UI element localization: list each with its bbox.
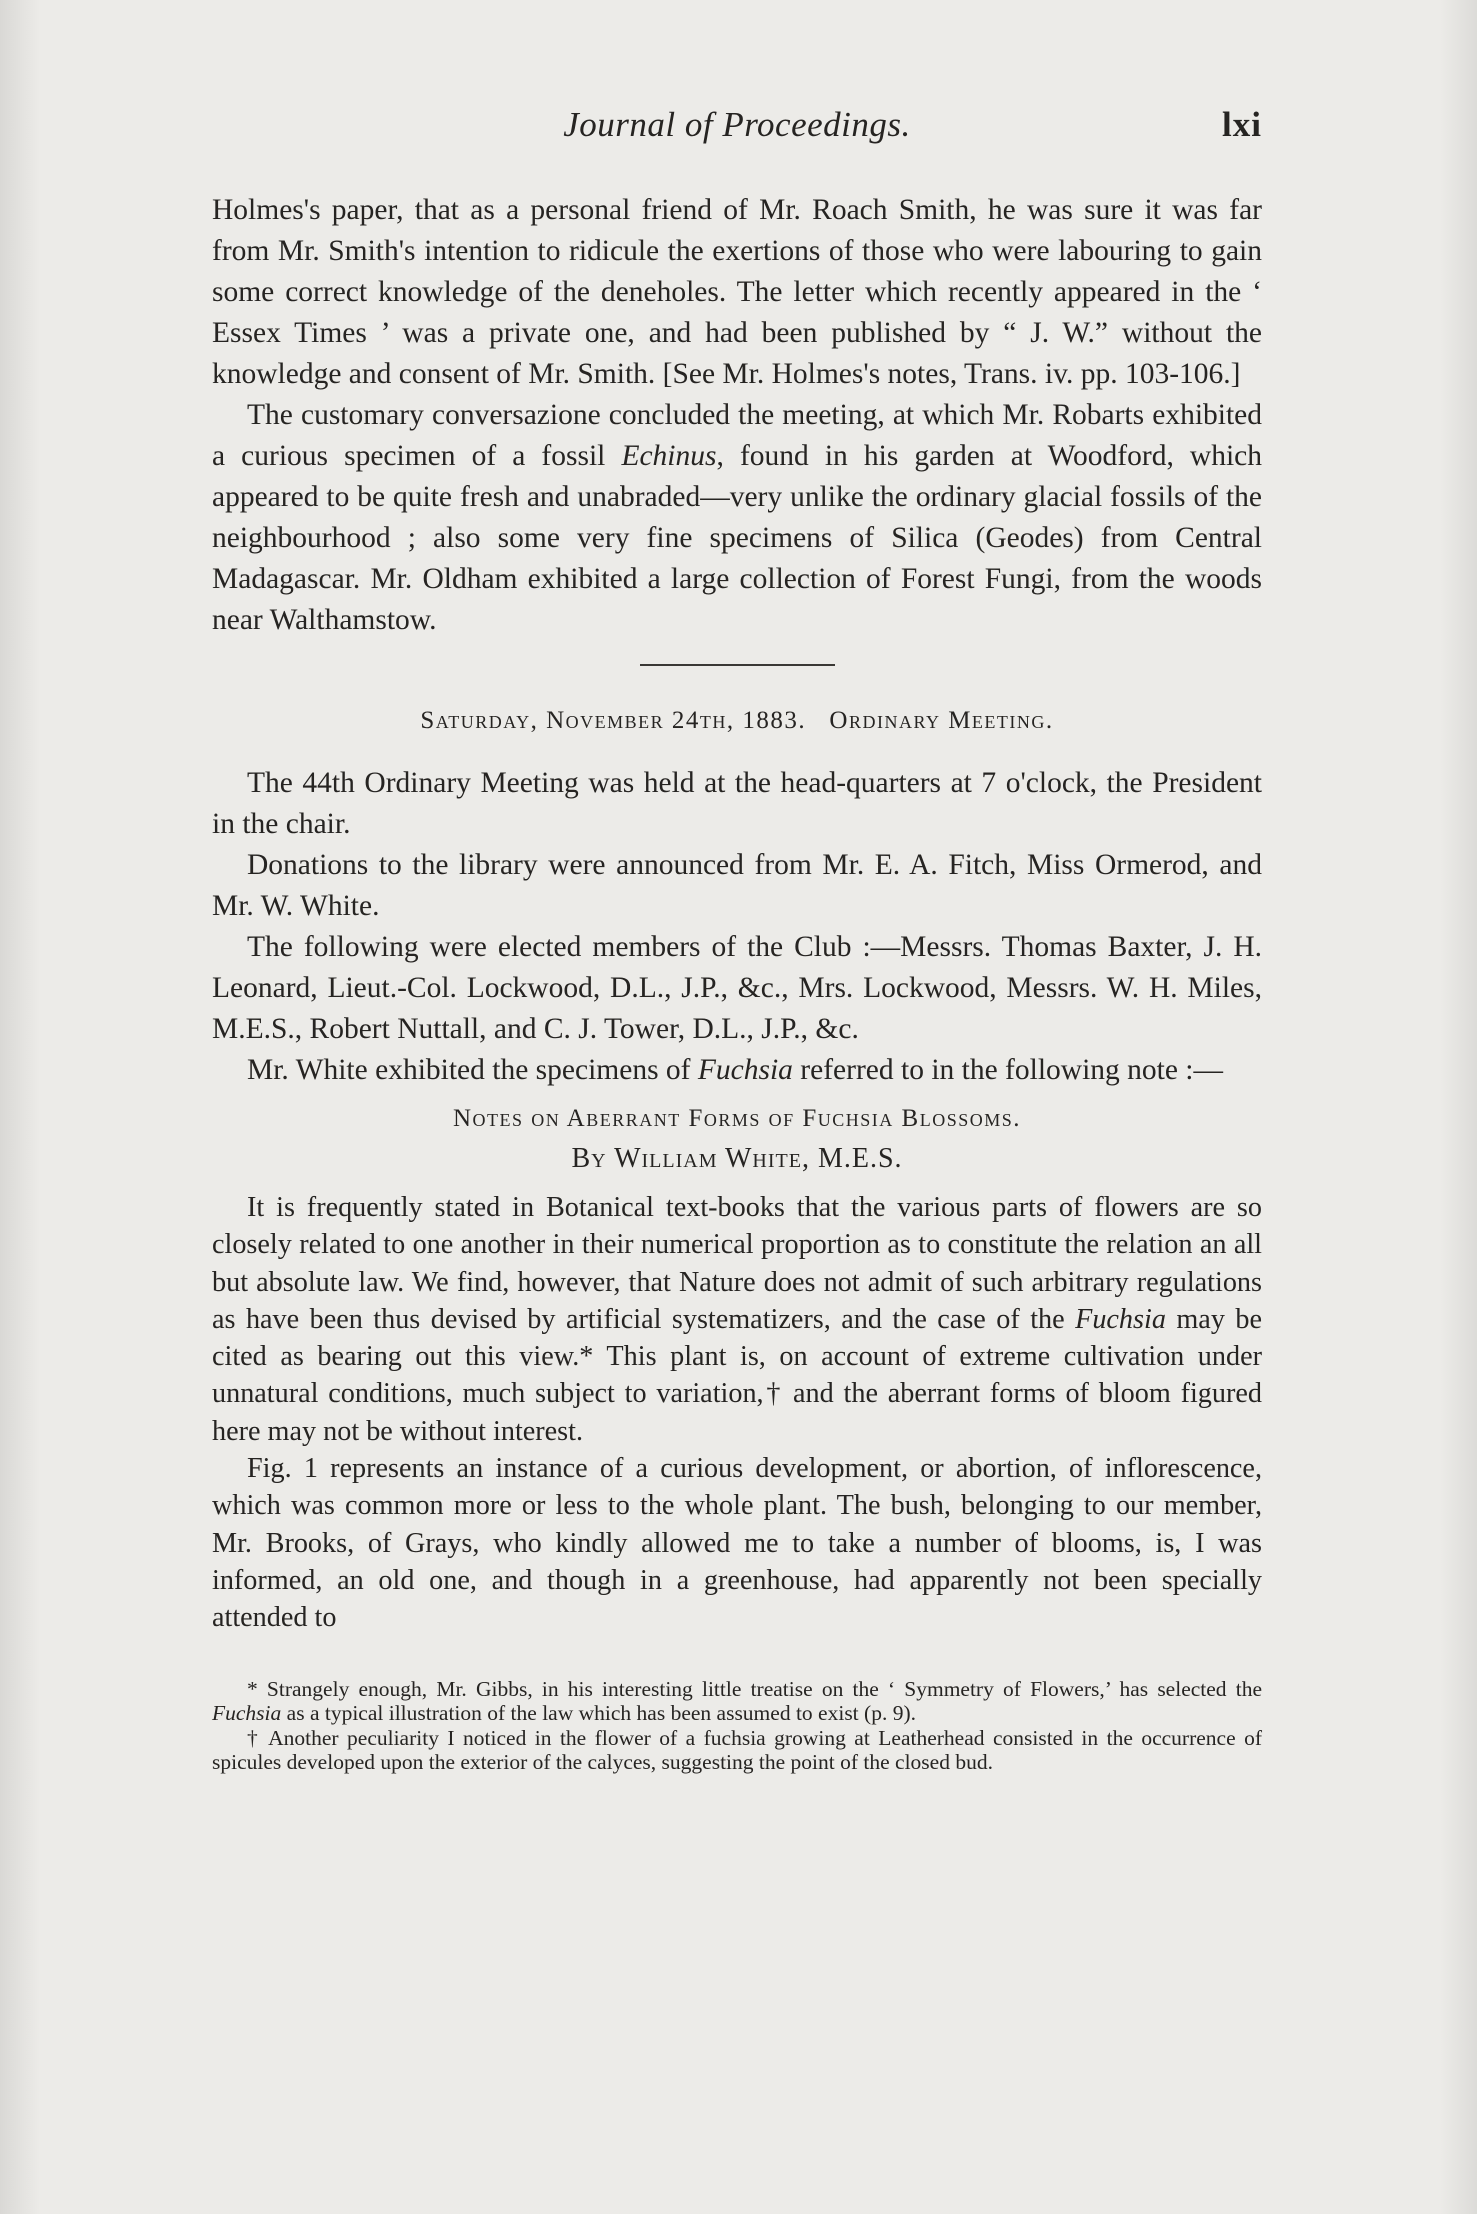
meeting-kind: Ordinary Meeting. — [829, 707, 1054, 734]
running-header — [212, 105, 1262, 165]
paragraph-donations: Donations to the library were announced from Mr. E. A. Fitch, Miss Ormerod, and Mr. W. White. — [212, 849, 1262, 922]
paragraph-text: The customary conversazione concluded the meeting, at which Mr. Robarts exhibited a curious specimen of a fossil — [212, 399, 1262, 472]
paragraph-fuchsia-law — [212, 1189, 1262, 1450]
section-divider — [640, 664, 835, 666]
taxon-name: Echinus — [621, 440, 717, 472]
paragraph-fuchsia-exhibit — [212, 1050, 1262, 1091]
body-text — [212, 190, 1262, 1775]
paragraph-text: , found in his garden at Woodford, which appeared to be quite fresh and unabraded—very unlike the ordinary glacial fossils of the neighbourhood ; also some very fine specimens of Silica (Geodes) from Central Madagascar. Mr. Oldham exhibited a large collection of Forest Fungi, from the woods near Walthamstow. — [212, 440, 1263, 636]
paragraph-holmes-letter: Holmes's paper, that as a personal friend of Mr. Roach Smith, he was sure it was far from Mr. Smith's intention to ridicule the exertions of those who were labouring to gain some correct knowledge of the deneholes. The letter which recently appeared in the ‘ Essex Times ’ was a private one, and had been published by “ J. W.” without the knowledge and consent of Mr. Smith. [See Mr. Holmes's notes, Trans. iv. pp. 103-106.] — [212, 194, 1262, 390]
taxon-name: Fuchsia — [1075, 1303, 1166, 1335]
meeting-heading — [212, 701, 1262, 741]
paragraph-text: referred to in the following note :— — [792, 1054, 1224, 1086]
footnote-text: as a typical illustration of the law which has been assumed to exist (p. 9). — [281, 1701, 916, 1726]
paragraph-fig-1: Fig. 1 represents an instance of a curious development, or abortion, of inflorescence, which was common more or less to the whole plant. The bush, belonging to our member, Mr. Brooks, of Grays, who kindly allowed me to take a number of blooms, is, I was informed, an old one, and though in a greenhouse, had apparently not been specially attended to — [212, 1453, 1262, 1634]
taxon-name: Fuchsia — [212, 1701, 282, 1726]
notes-byline: By William White, M.E.S. — [571, 1143, 903, 1174]
taxon-name: Fuchsia — [697, 1054, 793, 1086]
page-number: lxi — [1222, 105, 1262, 144]
paragraph-meeting-opening: The 44th Ordinary Meeting was held at the head-quarters at 7 o'clock, the President in the chair. — [212, 767, 1262, 840]
footnotes — [212, 1677, 1262, 1775]
paragraph-text: It is frequently stated in Botanical text-books that the various parts of flowers are so closely related to one another in their numerical proportion as to constitute the relation an all but absolute law. We find, however, that Nature does not admit of such arbitrary regulations as have been thus devised by artificial systematizers, and the case of the — [212, 1192, 1262, 1335]
notes-title: Notes on Aberrant Forms of Fuchsia Blossoms. — [452, 1105, 1022, 1132]
paragraph-elected-members: The following were elected members of the Club :—Messrs. Thomas Baxter, J. H. Leonard, Lieut.-Col. Lockwood, D.L., J.P., &c., Mrs. Lockwood, Messrs. W. H. Miles, M.E.S., Robert Nuttall, and C. J. Tower, D.L., J.P., &c. — [212, 931, 1262, 1045]
paragraph-text: Mr. White exhibited the specimens of — [247, 1054, 698, 1086]
paragraph-text: may be cited as bearing out this view.* This plant is, on account of extreme cultivation under unnatural conditions, much subject to variation,† and the aberrant forms of bloom figured here may not be without interest. — [212, 1303, 1262, 1447]
paragraph-conversazione — [212, 395, 1262, 641]
running-title: Journal of Proceedings. — [563, 105, 911, 144]
footnote-leatherhead: † Another peculiarity I noticed in the flower of a fuchsia growing at Leatherhead consisted in the occurrence of spicules developed upon the exterior of the calyces, suggesting the point of the closed bud. — [212, 1725, 1262, 1775]
footnote-text: * Strangely enough, Mr. Gibbs, in his interesting little treatise on the ‘ Symmetry of Flowers,’ has selected the — [247, 1676, 1262, 1701]
meeting-date: Saturday, November 24th, 1883. — [420, 707, 807, 734]
footnote-gibbs — [212, 1677, 1262, 1726]
